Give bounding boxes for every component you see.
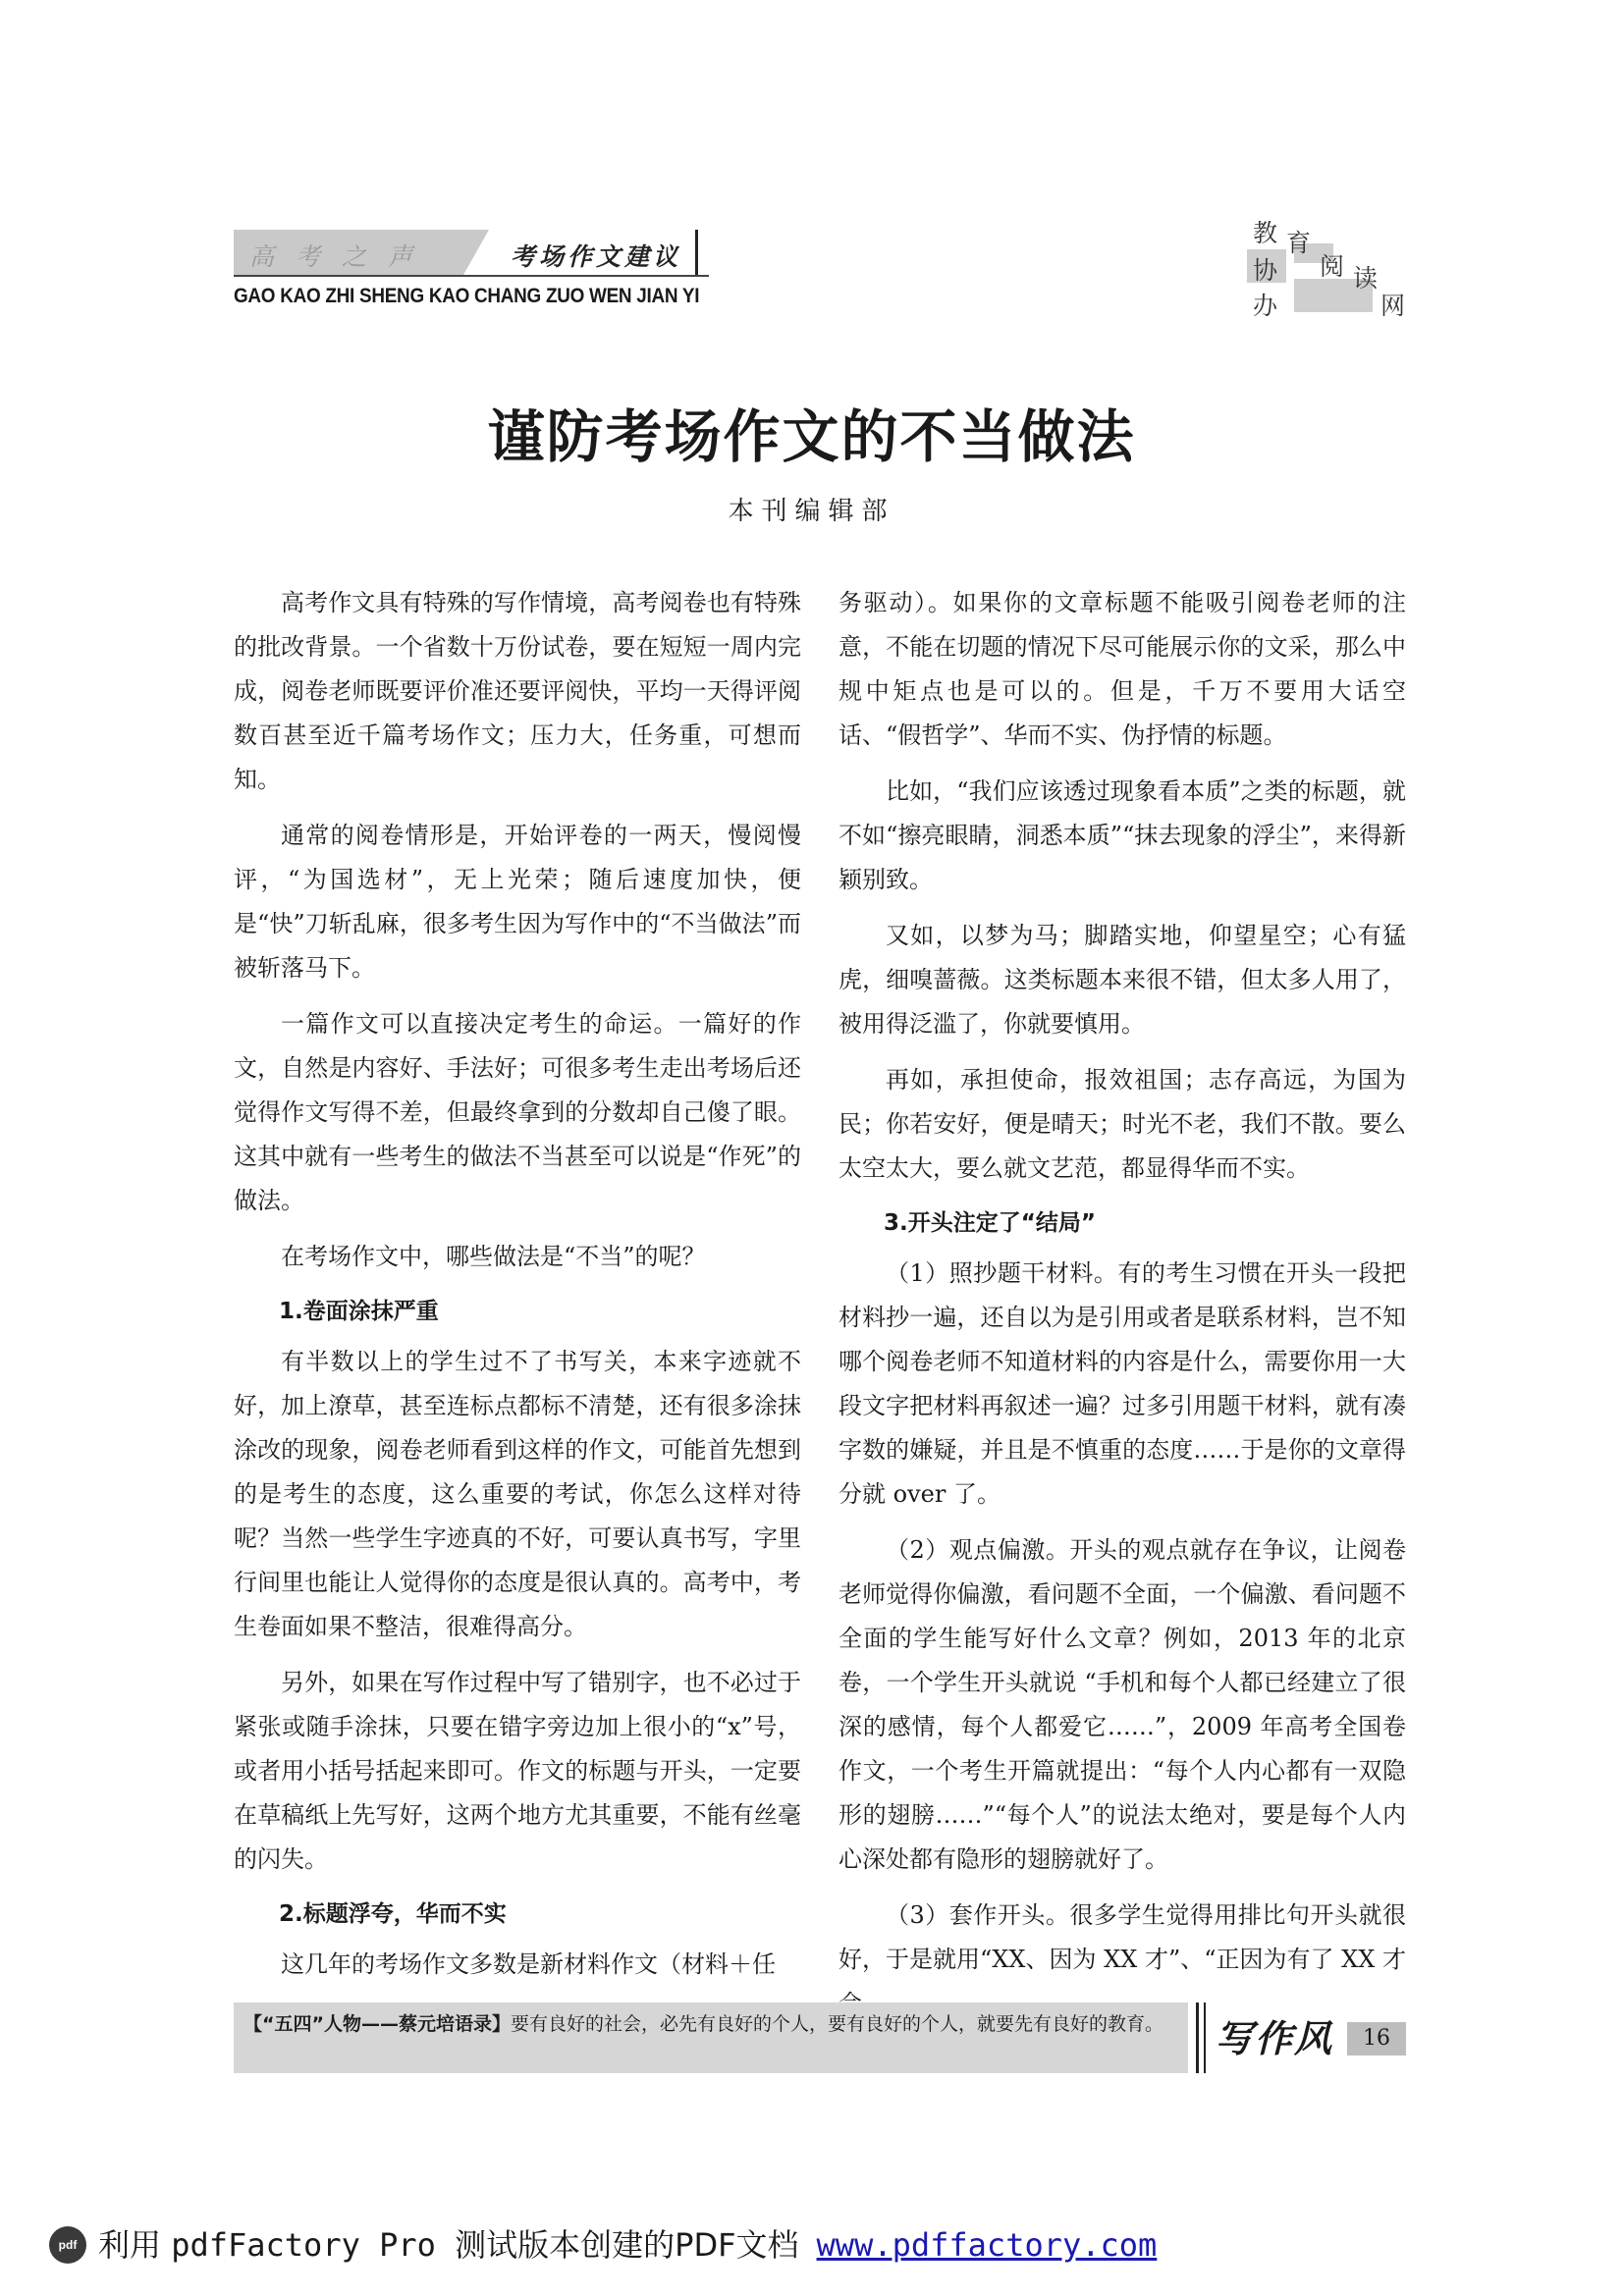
watermark-suffix: 测试版本创建的PDF文档 (455, 2226, 799, 2264)
footer-divider (1196, 2002, 1199, 2073)
section-heading: 1.卷面涂抹严重 (279, 1299, 439, 1324)
header-underline (234, 275, 709, 277)
footer-quote-label: 【“五四”人物——蔡元培语录】 (243, 2013, 511, 2035)
footer-quote (234, 2002, 1188, 2073)
paragraph: 在考场作文中，哪些做法是“不当”的呢？ (281, 1243, 706, 1270)
paragraph: 比如，“我们应该透过现象看本质”之类的标题，就不如“擦亮眼睛，洞悉本质”“抹去现象的浮尘”，来得新颖别致。 (839, 777, 1406, 893)
pdffactory-icon: pdf (49, 2226, 86, 2264)
logo-char: 读 (1353, 264, 1379, 293)
logo-char: 阅 (1320, 252, 1345, 281)
header-divider (695, 230, 698, 275)
paragraph: （1）照抄题干材料。有的考生习惯在开头一段把材料抄一遍，还自以为是引用或者是联系材料，岂不知哪个阅卷老师不知道材料的内容是什么，需要你用一大段文字把材料再叙述一遍？过多引用题干材料，就有凑字数的嫌疑，并且是不慎重的态度……于是你的文章得分就 over 了。 (839, 1259, 1406, 1508)
footer-quote-text: 要有良好的社会，必先有良好的个人，要有良好的个人，就要先有良好的教育。 (510, 2013, 1163, 2035)
magazine-brand: 写作风 (1216, 2016, 1334, 2060)
paragraph: 这几年的考场作文多数是新材料作文（材料＋任 (281, 1950, 776, 1978)
logo-char: 协 (1253, 256, 1278, 285)
article-title: 谨防考场作文的不当做法 (487, 403, 1136, 470)
article-column-right (839, 581, 1406, 2038)
paragraph: 再如，承担使命，报效祖国；志存高远，为国为民；你若安好，便是晴天；时光不老，我们不散。要么太空太大，要么就文艺范，都显得华而不实。 (839, 1066, 1406, 1182)
watermark-product: pdfFactory Pro (171, 2226, 456, 2264)
article-column-left (234, 581, 801, 1999)
watermark-link[interactable]: www.pdffactory.com (816, 2226, 1158, 2264)
column-name: 考场作文建议 (511, 242, 682, 271)
paragraph: （3）套作开头。很多学生觉得用排比句开头就很好，于是就用“XX、因为 XX 才”、“正因为有了 XX 才 (839, 1901, 1406, 1973)
paragraph: 通常的阅卷情形是，开始评卷的一两天，慢阅慢评，“为国选材”，无上光荣；随后速度加快，便是“快”刀斩乱麻，很多考生因为写作中的“不当做法”而被斩落马下。 (234, 822, 801, 982)
paragraph: （2）观点偏激。开头的观点就存在争议，让阅卷老师觉得你偏激，看问题不全面，一个偏激、看问题不全面的学生能写好什么文章？例如，2013 年的北京卷，一个学生开头就说 “手机和每个人都已经建立了很深的感情，每个人都爱它……”，2009 年高考全国卷作文，一个考生开篇就提出：“每个人内心都有一双隐形的翅膀……”“每个人”的说法太绝对，要是每个人内心深处都有隐形的翅膀就好了。 (839, 1536, 1406, 1873)
logo-char: 教 (1253, 219, 1278, 247)
footer-divider (1204, 2002, 1206, 2073)
section-heading: 3.开头注定了“结局” (884, 1210, 1096, 1236)
site-logo (1247, 214, 1414, 322)
paragraph: 务驱动）。如果你的文章标题不能吸引阅卷老师的注意，不能在切题的情况下尽可能展示你的文采，那么中规中矩点也是可以的。但是，千万不要用大话空话、“假哲学”、华而不实、伪抒情的标题。 (839, 589, 1406, 749)
header-pinyin: GAO KAO ZHI SHENG KAO CHANG ZUO WEN JIAN YI (234, 285, 700, 307)
article-byline: 本刊编辑部 (728, 497, 895, 526)
page-footer (234, 2002, 1406, 2073)
section-header (234, 230, 705, 275)
paragraph: 一篇作文可以直接决定考生的命运。一篇好的作文，自然是内容好、手法好；可很多考生走出考场后还觉得作文写得不差，但最终拿到的分数却自己傻了眼。这其中就有一些考生的做法不当甚至可以说是“作死”的做法。 (234, 1010, 801, 1214)
section-heading: 2.标题浮夸，华而不实 (279, 1901, 507, 1927)
logo-char: 育 (1286, 229, 1312, 257)
logo-char: 网 (1380, 292, 1406, 320)
watermark-text (98, 2220, 1157, 2266)
section-name: 高考之声 (249, 242, 435, 271)
logo-char: 办 (1253, 292, 1278, 320)
page-number: 16 (1347, 2022, 1406, 2056)
paragraph: 另外，如果在写作过程中写了错别字，也不必过于紧张或随手涂抹，只要在错字旁边加上很小的“x”号，或者用小括号括起来即可。作文的标题与开头，一定要在草稿纸上先写好，这两个地方尤其重要，不能有丝毫的闪失。 (234, 1669, 801, 1873)
paragraph: 又如，以梦为马；脚踏实地，仰望星空；心有猛虎，细嗅蔷薇。这类标题本来很不错，但太多人用了，被用得泛滥了，你就要慎用。 (839, 922, 1406, 1038)
watermark-prefix: 利用 (98, 2226, 172, 2264)
paragraph: 有半数以上的学生过不了书写关，本来字迹就不好，加上潦草，甚至连标点都标不清楚，还有很多涂抹涂改的现象，阅卷老师看到这样的作文，可能首先想到的是考生的态度，这么重要的考试，你怎么这样对待呢？当然一些学生字迹真的不好，可要认真书写，字里行间里也能让人觉得你的态度是很认真的。高考中，考生卷面如果不整洁，很难得高分。 (234, 1348, 801, 1640)
paragraph: 高考作文具有特殊的写作情境，高考阅卷也有特殊的批改背景。一个省数十万份试卷，要在短短一周内完成，阅卷老师既要评价准还要评阅快，平均一天得评阅数百甚至近千篇考场作文；压力大，任务重，可想而知。 (234, 589, 801, 793)
